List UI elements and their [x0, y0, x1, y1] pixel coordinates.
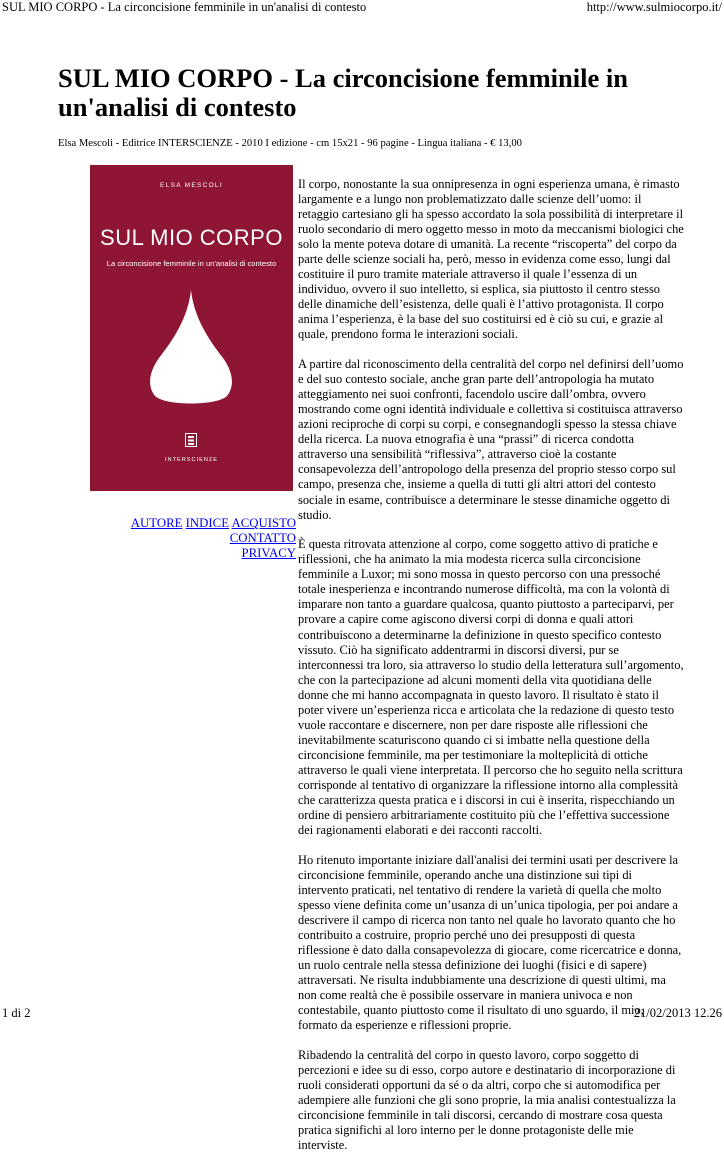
page-title: SUL MIO CORPO - La circoncisione femminile in un'analisi di contesto — [58, 63, 628, 122]
paragraph: Ho ritenuto importante iniziare dall'analisi dei termini usati per descrivere la circoncisione femminile, operando anche una distinzione sui tipi di intervento praticati, nel tentativo di rendere la varietà di quella che molto spesso viene definita come un’usanza di un’unica tipologia, per poi andare a descrivere il campo di ricerca non tanto nel quale ho lavorato quanto che ho contribuito a costruire, proprio perché uno dei presupposti di questa riflessione è dato dalla consapevolezza di giocare, come ricercatrice e donna, un ruolo centrale nella stessa definizione dei luoghi (fisici e di sapere) attraversati. Ne risulta indubbiamente una descrizione di questi ultimi, ma non come realtà che è possibile osservare in maniera univoca e non contestabile, quanto piuttosto come il risultato di uno sguardo, il mio, formato da esperienze e riflessioni proprie. — [298, 852, 682, 1033]
link-privacy[interactable]: PRIVACY — [241, 546, 296, 560]
print-header-url: http://www.sulmiocorpo.it/ — [586, 0, 722, 14]
cover-author: ELSA MESCOLI — [160, 182, 223, 189]
cover-publisher: INTERSCIENZE — [164, 457, 219, 463]
paragraph: Il corpo, nonostante la sua onnipresenza in ogni esperienza umana, è rimasto largamente e a lungo non problematizzato dalle scienze dell’uomo: il retaggio cartesiano gli ha spesso accordato la sola possibilità di interpretare il ruolo secondario di mero oggetto messo in moto da meccanismi biologici che solo la mente poteva dotare di umanità. La recente “riscoperta” del corpo da parte delle scienze sociali ha, però, messo in evidenza come esso, lungi dal costituire il puro tramite materiale attraverso il quale l’essenza di un individuo, ovvero il suo intelletto, si esplica, sia piuttosto il centro stesso delle dinamiche dell’esistenza, delle quali è l’attivo protagonista. Il corpo anima l’esperienza, è la base del suo costituirsi ed è ciò su cui, e grazie al quale, prendono forma le interazioni sociali. — [298, 177, 684, 342]
cover-subtitle: La circoncisione femminile in un'analisi di contesto — [106, 259, 277, 268]
article-body — [298, 177, 684, 1168]
book-cover — [90, 165, 293, 491]
link-contatto[interactable]: CONTATTO — [229, 531, 296, 545]
link-autore[interactable]: AUTORE — [130, 516, 183, 530]
print-header-title: SUL MIO CORPO - La circoncisione femminile in un'analisi di contesto — [2, 0, 367, 14]
paragraph: Ribadendo la centralità del corpo in questo lavoro, corpo soggetto di percezioni e idee su di esso, corpo autore e destinatario di incorporazione di ruoli considerati opportuni da sé o da altri, corpo che si automodifica per adempiere alle funzioni che gli sono proprie, la mia analisi contestualizza la circoncisione femminile in tali discorsi, cercando di mostrare cosa questa pratica significhi al loro interno per le donne protagoniste delle mie interviste. — [298, 1047, 676, 1153]
drop-icon — [141, 288, 241, 406]
cover-title: SUL MIO CORPO — [100, 225, 283, 250]
link-indice[interactable]: INDICE — [185, 516, 230, 530]
publisher-logo-icon — [185, 433, 197, 447]
nav-links — [84, 516, 296, 561]
book-details: Elsa Mescoli - Editrice INTERSCIENZE - 2010 I edizione - cm 15x21 - 96 pagine - Lingua italiana - € 13,00 — [58, 138, 522, 149]
link-acquisto[interactable]: ACQUISTO — [231, 516, 296, 530]
paragraph: È questa ritrovata attenzione al corpo, come soggetto attivo di pratiche e riflessioni, che ha animato la mia modesta ricerca sulla circoncisione femminile a Luxor; mi sono mossa in questo percorso con una pressoché totale inesperienza e incontrando numerose difficoltà, ma con la volontà di imparare non tanto a guardare qualcosa, quanto piuttosto a parteciparvi, per provare a capire come agiscono diversi corpi di donna e quali attori contribuiscono a determinarne la definizione in questo specifico contesto vissuto. Ciò ha significato addentrarmi in discorsi diversi, pur se interconnessi tra loro, sia attraverso lo studio della letteratura sull’argomento, che con la partecipazione ad alcuni momenti della vita quotidiana delle donne che mi hanno accompagnata in questo lavoro. Il risultato è stato il poter vivere un’esperienza ricca e articolata che la redazione di questo testo vuole raccontare e discernere, non per dare risposte alle riflessioni che inevitabilmente scaturiscono quando ci si imbatte nella questione della circoncisione femminile, ma per testimoniare la molteplicità di ottiche attraverso le quali viene interpretata. Il percorso che ho seguito nella scrittura corrisponde al tentativo di organizzare la riflessione intorno alla complessità che caratterizza questa pratica e i discorsi in cui è inserita, rispecchiando un ordine di pensiero arbitrariamente costituito più che l’effettiva successione dei ragionamenti elaborati e dei racconti raccolti. — [298, 537, 684, 838]
paragraph: A partire dal riconoscimento della centralità del corpo nel definirsi dell’uomo e del suo contesto sociale, anche gran parte dell’antropologia ha mutato atteggiamento nei suoi confronti, facendolo uscire dall’ombra, ovvero mostrando come ogni identità individuale e collettiva si costituisca attraverso azioni reciproche di corpi su corpi, e consegnandogli spesso la stessa chiave della ricerca. La nuova etnografia è una “prassi” di ricerca condotta attraverso una sensibilità “riflessiva”, attraverso cioè la costante consapevolezza dell’antropologo della presenza del proprio stesso corpo sul campo, presenza che, insieme a quella di tutti gli altri attori del contesto sociale in esame, contribuisce a determinare le stesse dinamiche oggetto di studio. — [298, 357, 684, 522]
page-counter: 1 di 2 — [2, 1006, 31, 1020]
print-timestamp: 21/02/2013 12.26 — [633, 1006, 722, 1020]
